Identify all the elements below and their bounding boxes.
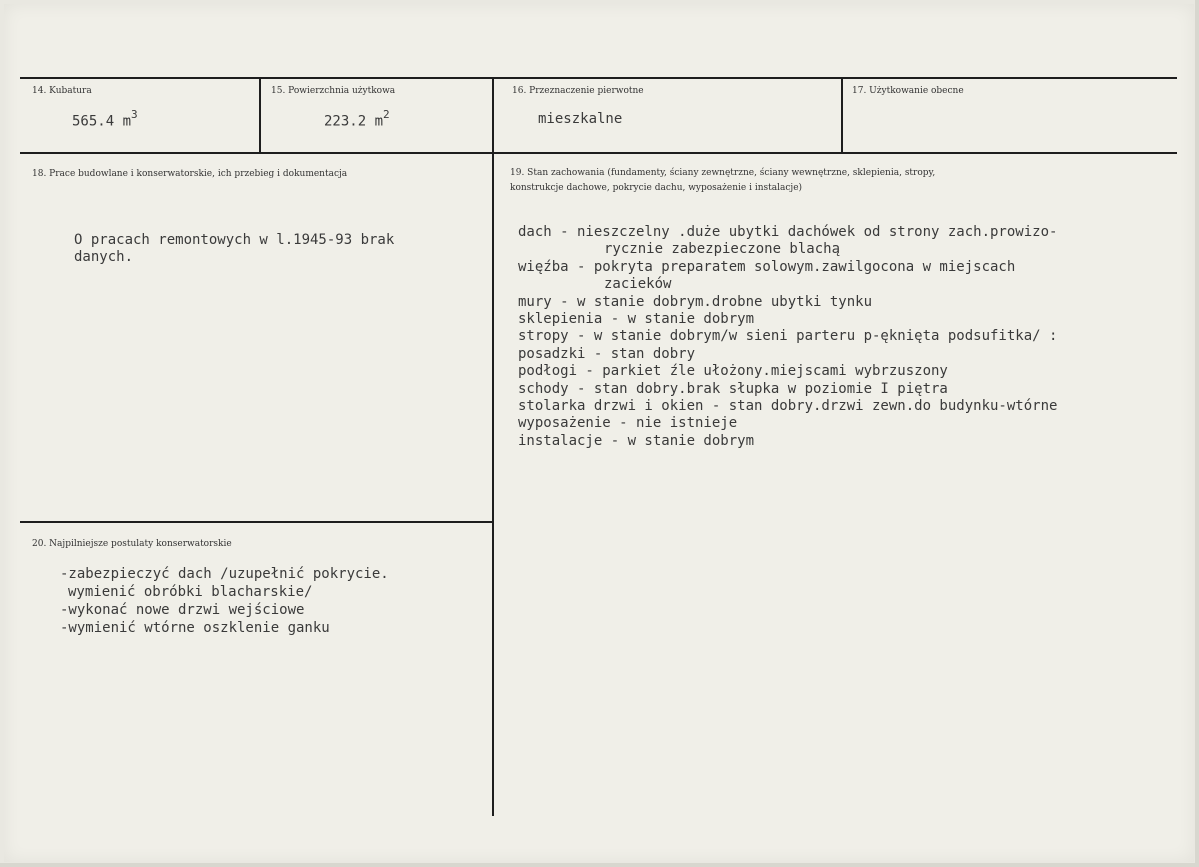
field-19-line: zacieków xyxy=(604,276,672,293)
field-18-text xyxy=(74,232,394,267)
field-19-line: wyposażenie - nie istnieje xyxy=(518,415,738,432)
field-15-number: 223.2 m xyxy=(324,113,384,130)
top-rule xyxy=(20,77,1177,79)
field-19-line: stolarka drzwi i okien - stan dobry.drzwi zewn.do budynku-wtórne xyxy=(518,397,1058,414)
field-19-line: dach - nieszczelny .duże ubytki dachówek od strony zach.prowizo- xyxy=(518,224,1058,240)
field-19-label-line1: 19. Stan zachowania (fundamenty, ściany zewnętrzne, ściany wewnętrzne, sklepienia, stropy, xyxy=(510,168,936,178)
field-17-label: 17. Użytkowanie obecne xyxy=(852,86,964,96)
field-18-label: 18. Prace budowlane i konserwatorskie, ich przebieg i dokumentacja xyxy=(32,169,348,179)
field-19-line: schody - stan dobry.brak słupka w poziomie I piętra xyxy=(518,380,948,397)
field-19-line: mury - w stanie dobrym.drobne ubytki tynku xyxy=(518,293,873,310)
field20-top-rule xyxy=(20,521,492,523)
field-19-line: więźba - pokryta preparatem solowym.zawilgocona w miejscach xyxy=(518,258,1016,275)
field-19-line: sklepienia - w stanie dobrym xyxy=(518,310,755,327)
field-20-line: -wymienić wtórne oszklenie ganku xyxy=(60,620,330,636)
card-edge-right xyxy=(1195,0,1199,867)
field-20-line: -wykonać nowe drzwi wejściowe xyxy=(60,602,305,618)
field-15-unit-sup: 2 xyxy=(383,108,390,121)
field-19-line: posadzki - stan dobry xyxy=(518,345,696,362)
field-19-line: rycznie zabezpieczone blachą xyxy=(604,241,841,258)
divider-main xyxy=(492,78,494,816)
field-18-line: danych. xyxy=(74,249,134,266)
field-16-label: 16. Przeznaczenie pierwotne xyxy=(512,86,644,96)
field-19-text xyxy=(518,224,1057,450)
field-18-line: O pracach remontowych w l.1945-93 brak xyxy=(74,232,395,248)
field-14-unit-sup: 3 xyxy=(131,108,138,121)
field-15-label: 15. Powierzchnia użytkowa xyxy=(271,86,396,96)
field-19-line: podłogi - parkiet źle ułożony.miejscami wybrzuszony xyxy=(518,363,948,380)
field-20-label: 20. Najpilniejsze postulaty konserwatorskie xyxy=(32,539,232,549)
field-20-line: -zabezpieczyć dach /uzupełnić pokrycie. xyxy=(60,566,389,582)
field-14-value xyxy=(72,110,138,130)
field-20-text xyxy=(60,565,389,637)
field-19-line: stropy - w stanie dobrym/w sieni parteru p-ęknięta podsufitka/ : xyxy=(518,328,1058,345)
row1-bottom-rule xyxy=(20,152,1177,154)
divider-14-15 xyxy=(259,78,261,153)
divider-16-17 xyxy=(841,78,843,153)
field-14-label: 14. Kubatura xyxy=(32,86,92,96)
field-20-line: wymienić obróbki blacharskie/ xyxy=(68,584,313,600)
field-15-value xyxy=(324,110,390,130)
field-14-number: 565.4 m xyxy=(72,113,132,130)
field-19-line: instalacje - w stanie dobrym xyxy=(518,432,755,449)
field-19-label-line2: konstrukcje dachowe, pokrycie dachu, wyposażenie i instalacje) xyxy=(510,183,803,193)
field-16-value: mieszkalne xyxy=(538,111,623,127)
card-edge-bottom xyxy=(0,863,1199,867)
